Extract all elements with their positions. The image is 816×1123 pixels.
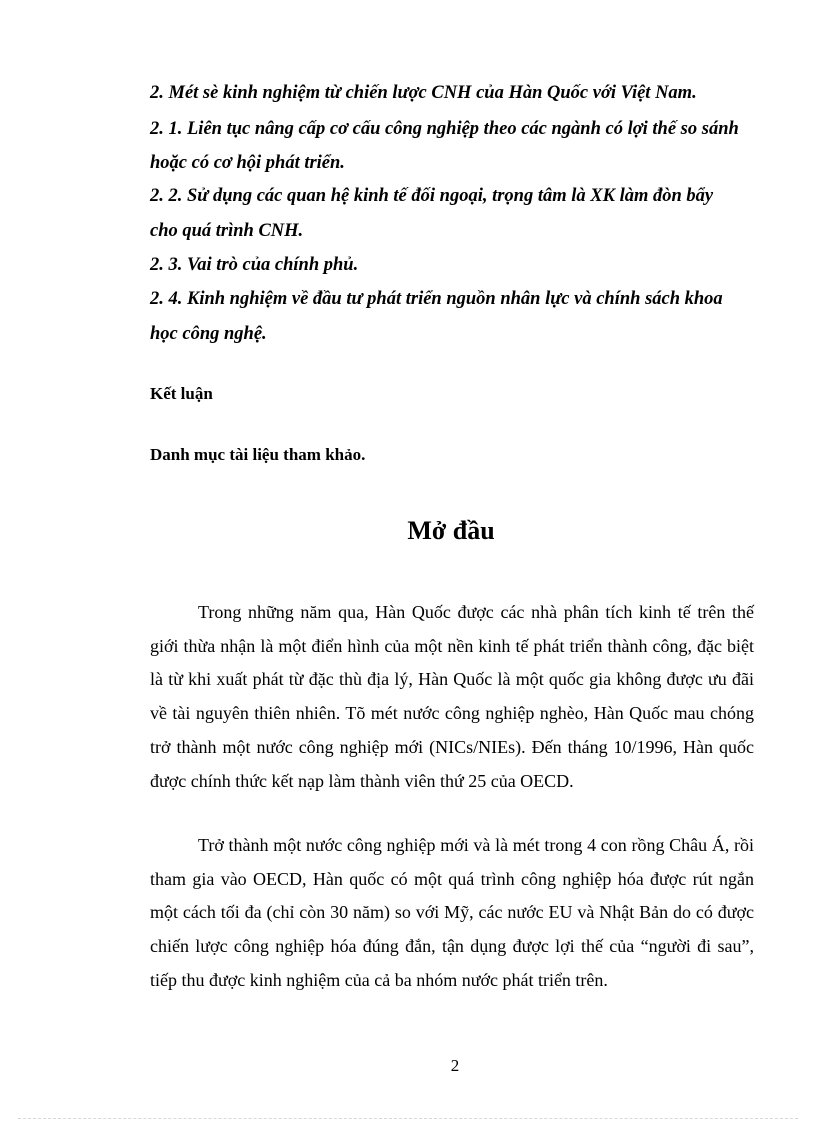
intro-paragraph-1: Trong những năm qua, Hàn Quốc được các nhà phân tích kinh tế trên thế giới thừa nhận là một điển hình của một nền kinh tế phát triển thành công, đặc biệt là từ khi xuất phát từ đặc thù địa lý, Hàn Quốc là một quốc gia không được ưu đãi về tài nguyên thiên nhiên. Tõ mét nước công nghiệp nghèo, Hàn Quốc mau chóng trở thành một nước công nghiệp mới (NICs/NIEs). Đến tháng 10/1996, Hàn quốc được chính thức kết nạp làm thành viên thứ 25 của OECD.: [150, 602, 754, 791]
toc-section-2: 2. Mét sè kinh nghiệm từ chiến lược CNH của Hàn Quốc với Việt Nam.: [150, 83, 697, 103]
toc-item-2-3: 2. 3. Vai trò của chính phủ.: [150, 255, 359, 275]
page-bottom-edge: [18, 1118, 798, 1119]
intro-heading: Mở đầu: [407, 516, 495, 545]
intro-paragraph-2: Trở thành một nước công nghiệp mới và là mét trong 4 con rồng Châu Á, rồi tham gia vào OECD, Hàn quốc có một quá trình công nghiệp hóa được rút ngắn một cách tối đa (chỉ còn 30 năm) so với Mỹ, các nước EU và Nhật Bản do có được chiến lược công nghiệp hóa đúng đắn, tận dụng được lợi thế của “người đi sau”, tiếp thu được kinh nghiệm của cả ba nhóm nước phát triển trên.: [150, 835, 754, 990]
toc-item-2-1-line-2: hoặc có cơ hội phát triển.: [150, 153, 345, 173]
toc-item-2-2-line-2: cho quá trình CNH.: [150, 221, 304, 241]
toc-item-2-4-line-2: học công nghệ.: [150, 324, 267, 344]
toc-item-2-2-line-1: 2. 2. Sử dụng các quan hệ kinh tế đối ngoại, trọng tâm là XK làm đòn bẩy: [150, 186, 714, 206]
toc-item-2-4-line-1: 2. 4. Kinh nghiệm về đầu tư phát triển nguồn nhân lực và chính sách khoa: [150, 289, 723, 309]
page-number: 2: [450, 1056, 460, 1075]
toc-references: Danh mục tài liệu tham khảo.: [150, 445, 366, 464]
toc-item-2-1-line-1: 2. 1. Liên tục nâng cấp cơ cấu công nghiệp theo các ngành có lợi thế so sánh: [150, 119, 739, 139]
toc-conclusion: Kết luận: [150, 384, 213, 403]
